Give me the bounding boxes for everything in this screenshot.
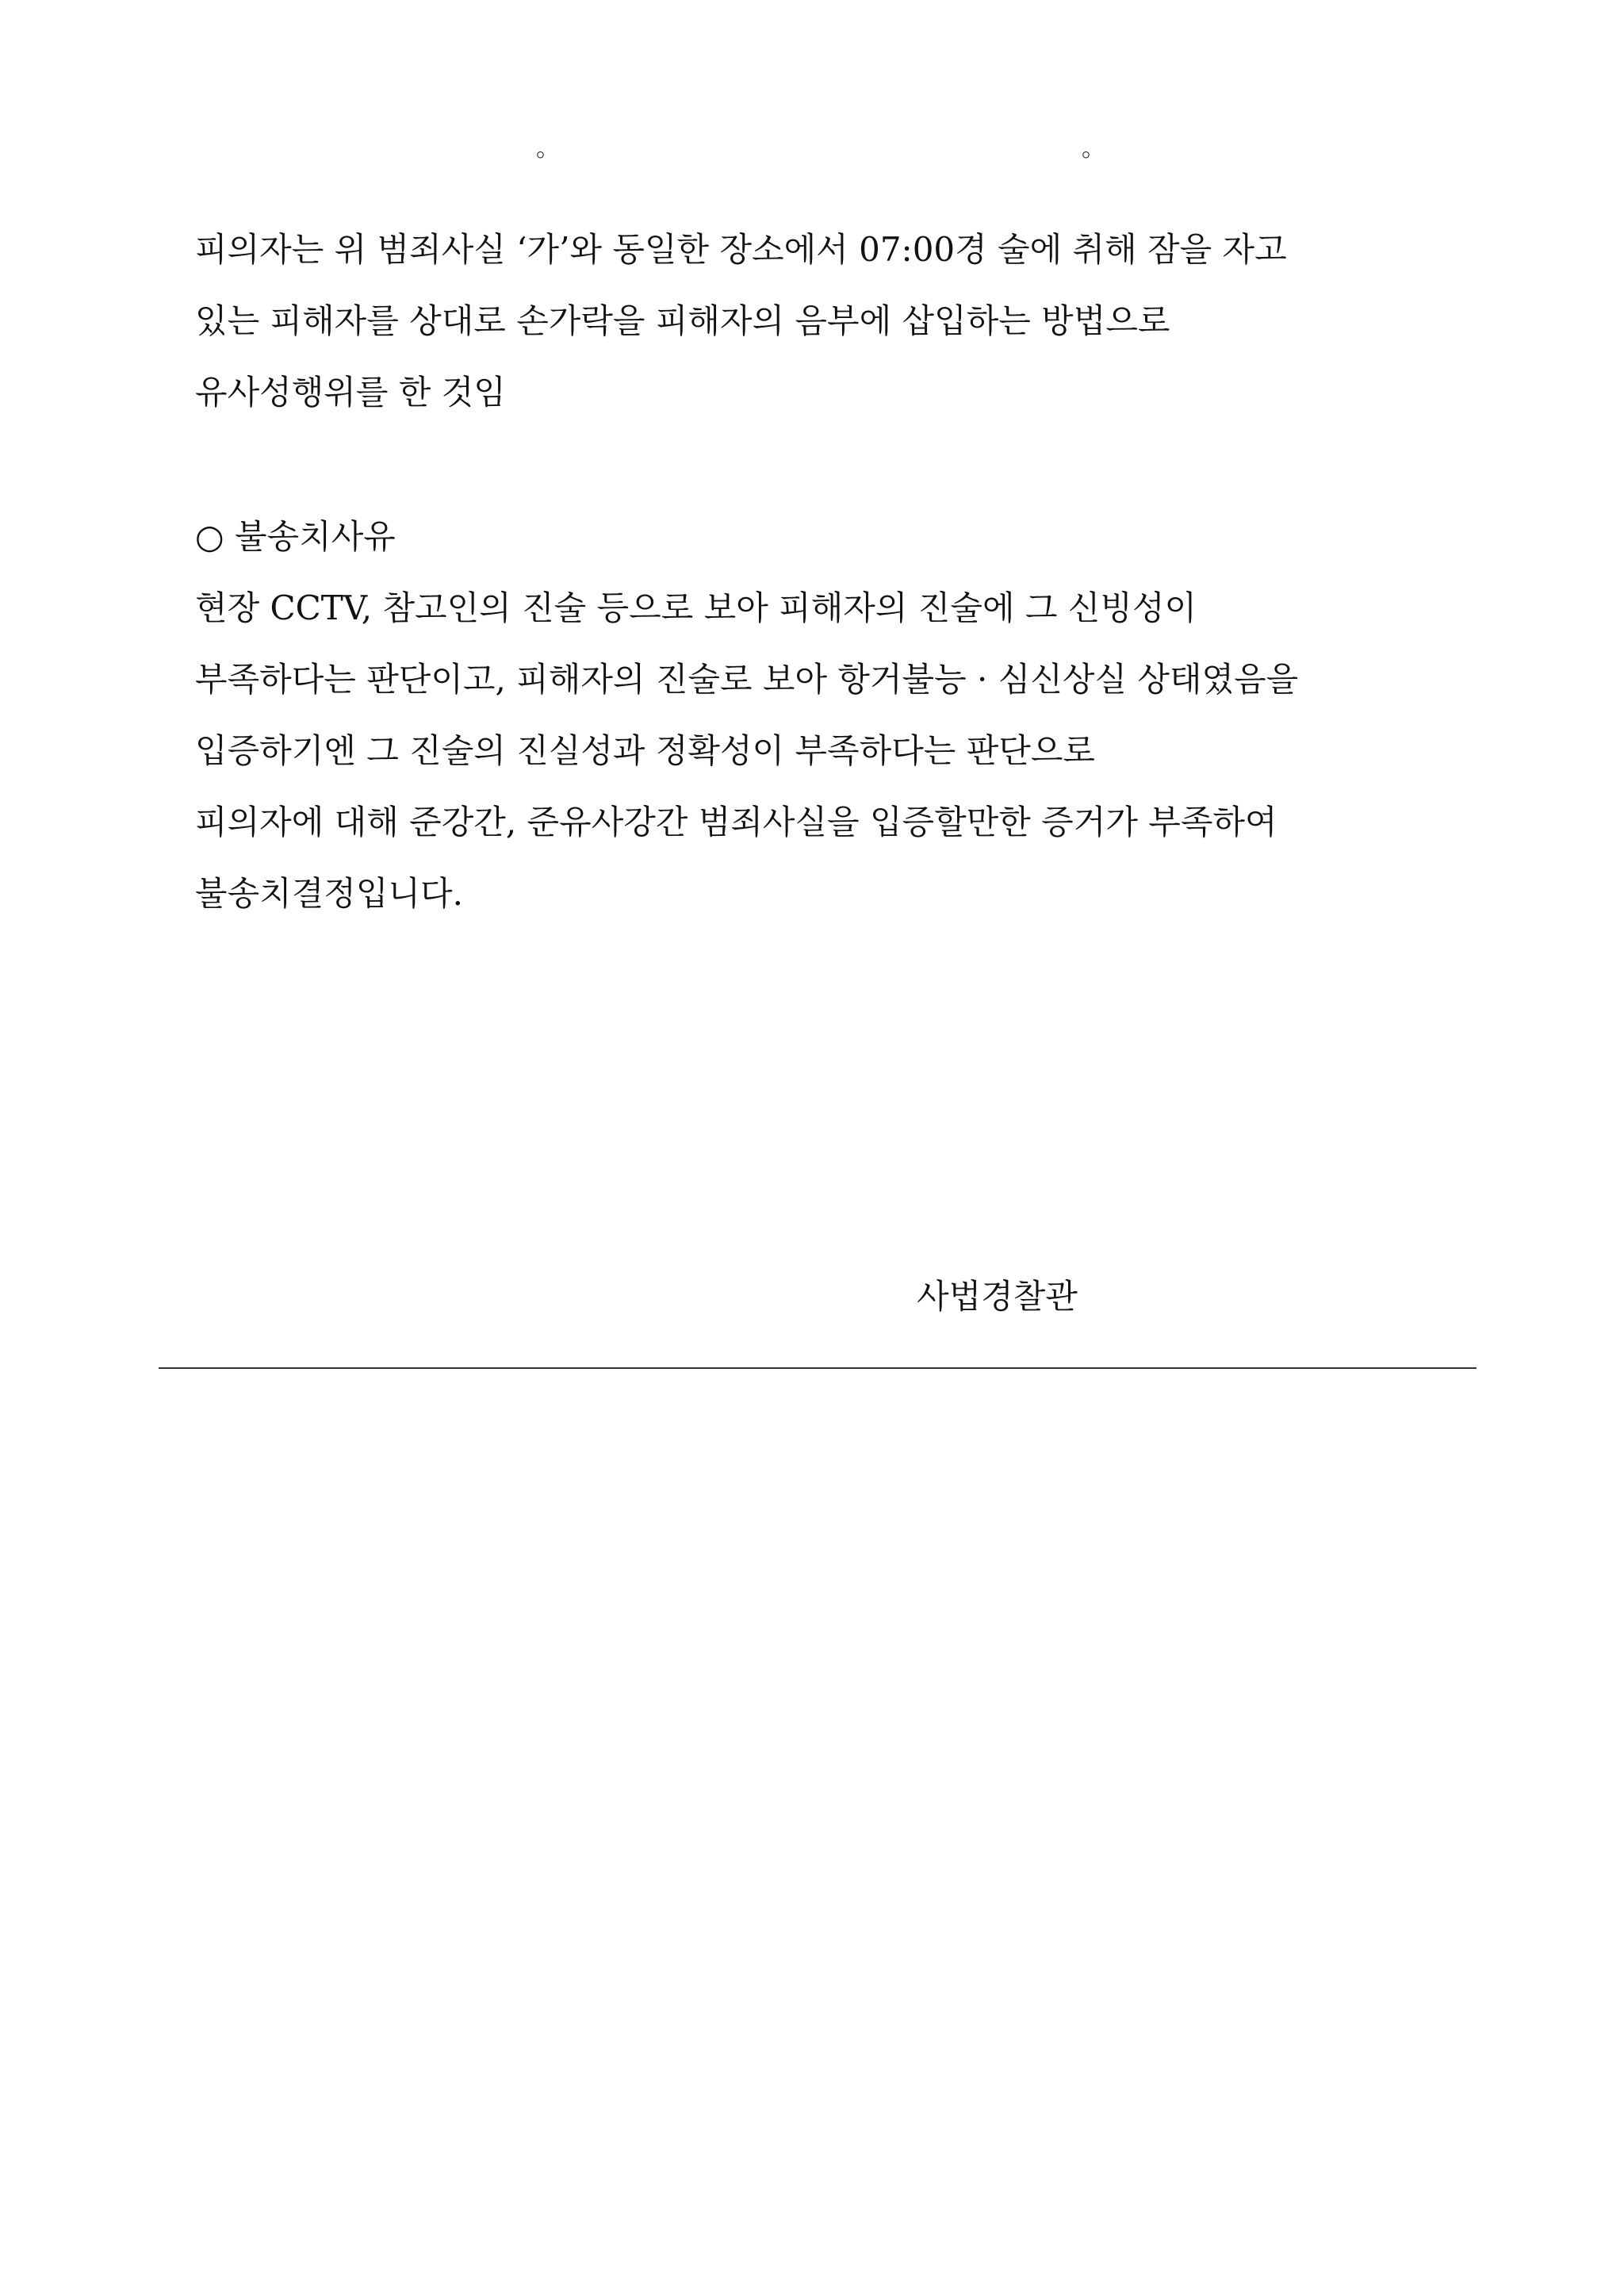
non-referral-reason-section	[195, 501, 1496, 930]
section-heading: ○ 불송치사유	[195, 517, 396, 556]
circle-marker-left: 。	[536, 135, 560, 163]
crime-facts-line: 피의자는 위 범죄사실 ‘가’와 동일한 장소에서 07:00경 술에 취해 잠을 자고	[195, 230, 1287, 269]
reason-line: 현장 CCTV, 참고인의 진술 등으로 보아 피해자의 진술에 그 신빙성이	[195, 588, 1197, 627]
reason-line: 입증하기엔 그 진술의 진실성과 정확성이 부족하다는 판단으로	[195, 731, 1095, 770]
circle-marker-right: 。	[1082, 135, 1105, 163]
reason-line: 불송치결정입니다.	[195, 874, 463, 913]
reason-line: 부족하다는 판단이고, 피해자의 진술로 보아 항거불능 · 심신상실 상태였음을	[195, 660, 1299, 699]
reason-line: 피의자에 대해 준강간, 준유사강간 범죄사실을 입증할만한 증거가 부족하여	[195, 803, 1277, 841]
crime-facts-line: 있는 피해자를 상대로 손가락을 피해자의 음부에 삽입하는 방법으로	[195, 301, 1170, 340]
signature-title: 사법경찰관	[917, 1277, 1078, 1316]
crime-facts-line: 유사성행위를 한 것임	[195, 373, 506, 412]
horizontal-divider	[159, 1367, 1477, 1369]
crime-facts-paragraph	[195, 214, 1496, 428]
